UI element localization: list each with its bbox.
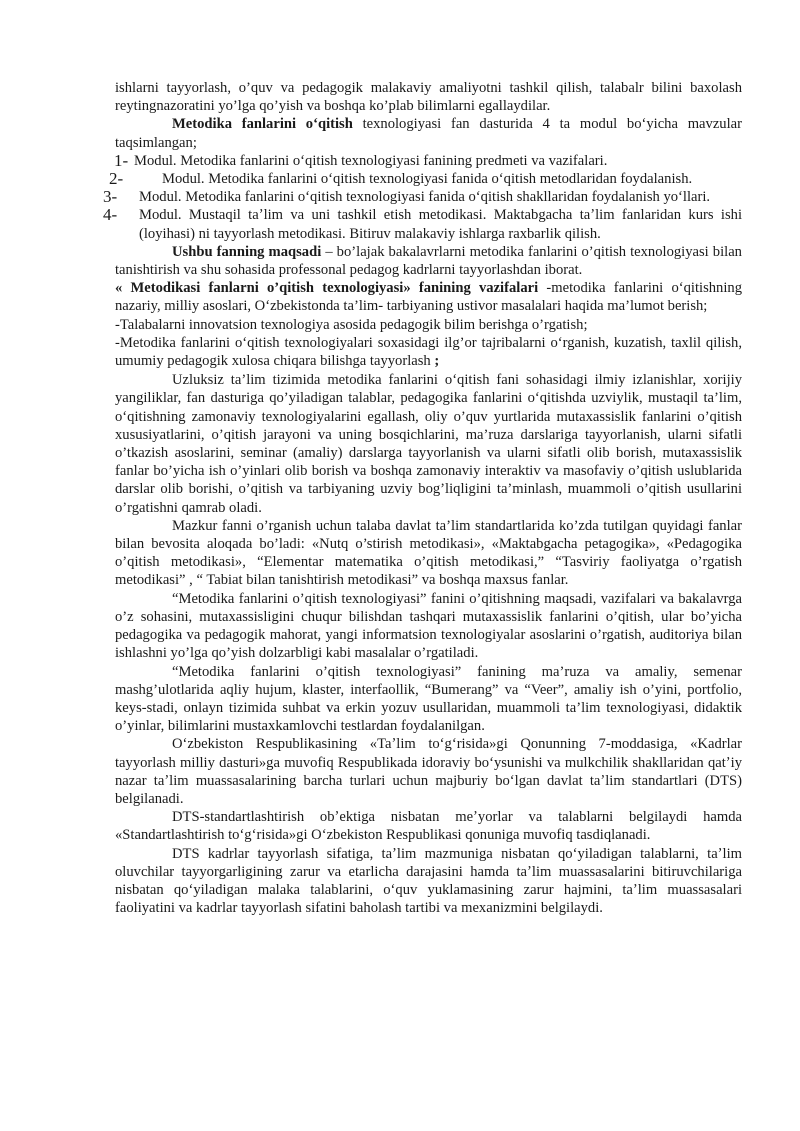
module-item-4: 4- Modul. Mustaqil taʼlim va uni tashkil etish metodikasi. Maktabgacha taʼlim fanlaridan kurs ishi (loyihasi) ni tayyorlash metodikasi. Bitiruv malakaviy ishlarga raxbarlik qilish.	[103, 205, 742, 242]
paragraph-modules-intro: Metodika fanlarini oʻqitish texnologiyasi fan dasturida 4 ta modul boʻyicha mavzular taqsimlangan;	[115, 116, 742, 151]
module-number: 1-	[114, 150, 129, 170]
paragraph-continuous-education: Uzluksiz ta’lim tizimida metodika fanlarini oʻqitish fani sohasidagi ilmiy izlanishlar, xorijiy yangiliklar, fan dasturiga qo’yiladigan talablar, pedagogika fanlarini oʻqitishda uzviylik, mustaqil ta’lim, oʻqitishning zamonaviy texnologiyalarini egallash, oliy o’quv yurtlarida mutaxassislik fanlarini o’qitish xususiyatlarini, o’qitish jarayoni va uning bosqichlarini, ma’ruza darslariga tayyorlanish, ularni sifatli o’tkazish asoslarini, seminar (amaliy) darslarga tayyorlanish va ularni sifatli olib borish, mutaxassislik fanlar bo’yicha ish o’yinlari olib borish va boshqa zamonaviy interaktiv va masofaviy o’qitish uslublarida darslar olib borishi, o’qitish va tarbiyaning uzviy bog’liqligini ta’minlash, muammoli o’qitish usullarini o’rgatishni qamrab oladi.	[115, 372, 742, 516]
paragraph-dts-requirements: DTS kadrlar tayyorlash sifatiga, taʼlim mazmuniga nisbatan qoʻyiladigan talablarni, taʼlim oluvchilar tayyorgarligining zarur va etarlicha darajasini hamda taʼlim muassasalarini bitiruvchilariga nisbatan qoʻyiladigan malaka talablarini, oʻquv yuklamasining zarur hajmini, taʼlim muassasalari faoliyatini va kadrlar tayyorlash sifatini baholash tartibi va mexanizmini belgilaydi.	[115, 845, 742, 917]
paragraph-education-law: Oʻzbekiston Respublikasining «Taʼlim toʻgʻrisida»gi Qonunning 7-moddasiga, «Kadrlar tayyorlash milliy dasturi»ga muvofiq Respublikada idoraviy boʻysunishi va mulkchilik shakllaridan qatʼiy nazar taʼlim muassasalarining barcha turlari uchun majburiy boʻlgan davlat taʼlim standartlari (DTS) belgilanadi.	[115, 736, 742, 807]
module-item-1: 1- Modul. Metodika fanlarini oʻqitish texnologiyasi fanining predmeti va vazifalari.	[114, 150, 608, 170]
task-item-3: -Metodika fanlarini oʻqitish texnologiyalari soxasidagi ilg’or tajribalarni oʻrganish, kuzatish, taxlil qilish, umumiy pedagogik xulosa chiqara bilishga tayyorlash ;	[115, 334, 742, 370]
paragraph-dts-definition: DTS-standartlashtirish obʼektiga nisbatan meʼyorlar va talablarni belgilaydi hamda «Standartlashtirish toʻgʻrisida»gi Oʻzbekiston Respublikasi qonuniga muvofiq tasdiqlanadi.	[115, 809, 742, 844]
module-number: 3-	[103, 187, 118, 207]
task-item-2: -Talabalarni innovatsion texnologiya asosida pedagogik bilim berishga o’rgatish;	[115, 316, 588, 333]
bold-phrase: « Metodikasi fanlarni o’qitish texnologiyasi» fanining vazifalari	[115, 280, 539, 297]
paragraph-intro: ishlarni tayyorlash, o’quv va pedagogik malakaviy amaliyotni tashkil qilish, talabalr bilini baxolash reytingnazoratini yo’lga qo’yish va boshqa ko’plab bilimlarni egallaydilar.	[115, 80, 742, 115]
module-item-2: 2- Modul. Metodika fanlarini oʻqitish texnologiyasi fanida oʻqitish metodlaridan foydalanish.	[109, 169, 693, 189]
module-item-3: 3- Modul. Metodika fanlarini oʻqitish texnologiyasi fanida oʻqitish shakllaridan foydalanish yoʻllari.	[103, 187, 711, 207]
document-body	[103, 79, 742, 917]
module-number: 2-	[109, 169, 124, 189]
paragraph-goal: Ushbu fanning maqsadi – bo’lajak bakalavrlarni metodika fanlarini o’qitish texnologiyasi bilan tanishtirish va shu sohasida professonal pedagog kadrlarni tayyorlashdan iborat.	[115, 243, 742, 279]
bold-phrase: Metodika fanlarini oʻqitish	[172, 116, 353, 133]
module-number: 4-	[103, 205, 118, 225]
bold-phrase: Ushbu fanning maqsadi	[172, 243, 322, 260]
paragraph-tasks: « Metodikasi fanlarni o’qitish texnologiyasi» fanining vazifalari -metodika fanlarini oʻqitishning nazariy, milliy asoslari, Oʻzbekistonda ta’lim- tarbiyaning ustivor masalalari haqida ma’lumot berish;	[115, 280, 742, 315]
paragraph-subject-purpose: “Metodika fanlarini o’qitish texnologiyasi” fanini o’qitishning maqsadi, vazifalari va bakalavrga o’z sohasini, mutaxassisligini chuqur bilishdan tashqari mutaxassislik fanlarini o’qitish, ular bo’yicha pedagogika va pedagogik mahorat, yangi informatsion texnologiyalar asoslarini o’rgatish, auditoriya bilan ishlashni yo’lga qo’yish dolzarbligi kabi masalalar o’rgatiladi.	[115, 590, 742, 662]
paragraph-teaching-methods: “Metodika fanlarini o’qitish texnologiyasi” fanining ma’ruza va amaliy, semenar mashg’ulotlarida aqliy hujum, klaster, interfaollik, “Bumerang” va “Veer”, amaliy ish o’yini, portfolio, keys-stadi, onlayn tizimida suhbat va erkin yozuv usullaridan, muammoli ta’lim texnologiyasi, didaktik o’yinlar, bilimlarini mustaxkamlovchi testlardan foydalanilgan.	[115, 663, 742, 735]
paragraph-related-subjects: Mazkur fanni o’rganish uchun talaba davlat ta’lim standartlarida ko’zda tutilgan quyidagi fanlar bilan bevosita aloqada bo’ladi: «Nutq o’stirish metodikasi», «Maktabgacha petagogika», «Pedagogika o’qitish metodikasi», “Elementar matematika o’qitish metodikasi,” “Tasviriy faoliyatga o’rgatish metodikasi” , “ Tabiat bilan tanishtirish metodikasi” va boshqa maxsus fanlar.	[115, 517, 742, 589]
